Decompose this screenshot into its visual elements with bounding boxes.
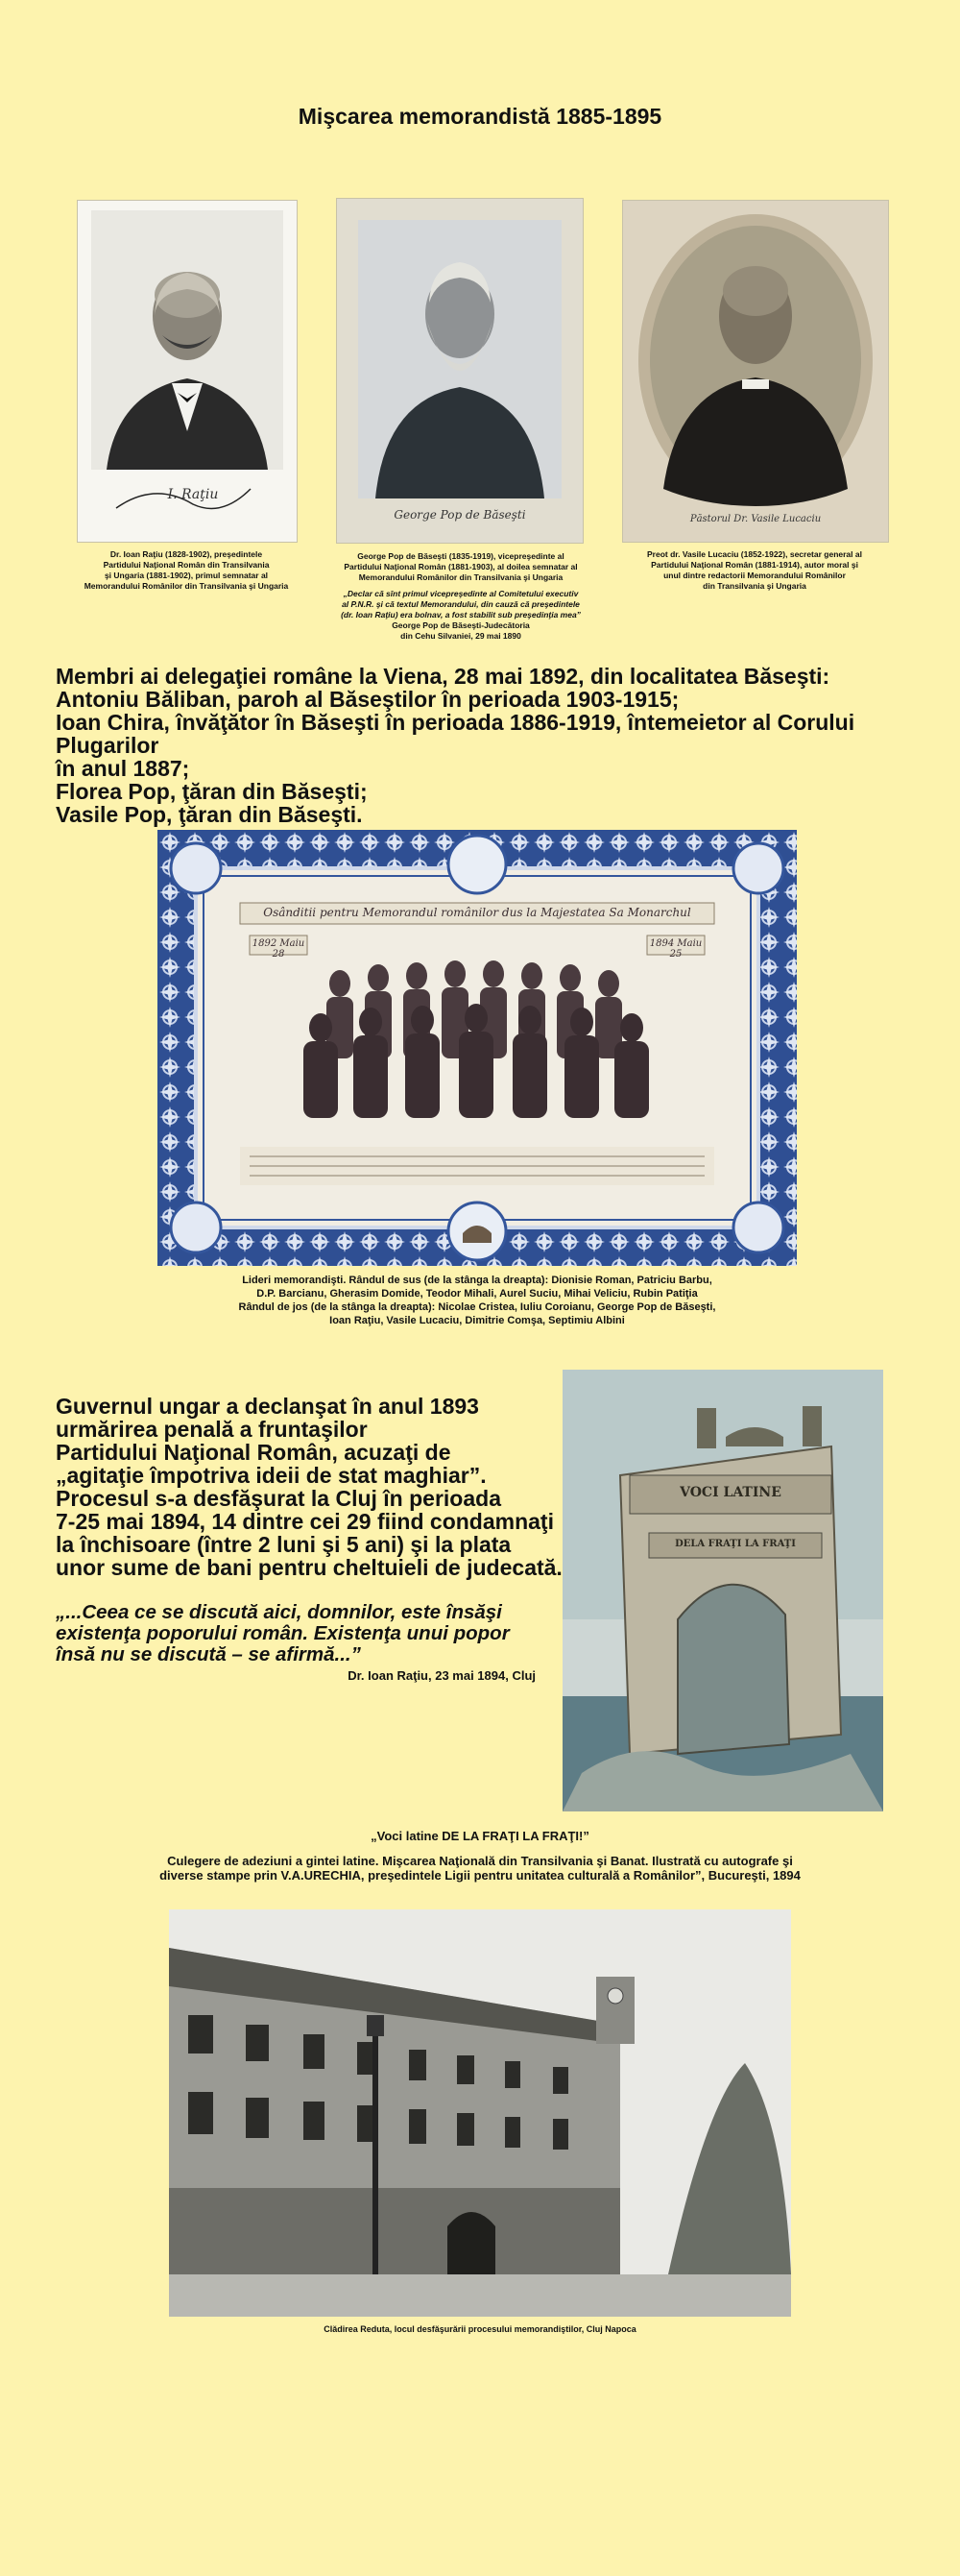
- ratiu-quote-author: Dr. Ioan Raţiu, 23 mai 1894, Cluj: [348, 1668, 536, 1683]
- signature-ioan-ratiu: I. Raţiu: [167, 487, 219, 502]
- signature-vasile-lucaciu: Păstorul Dr. Vasile Lucaciu: [689, 514, 822, 524]
- ornamental-frame: [157, 830, 797, 1266]
- portrait-vasile-lucaciu: [622, 200, 889, 543]
- portrait-george-pop: [336, 198, 584, 544]
- delegation-text: Membri ai delegaţiei române la Viena, 28 mai 1892, din localitatea Băseşti: Antoniu Băliban, paroh al Băseştilor în perioada 1903-1915; Ioan Chira, învăţător în Băseşti în perioada 1886-1919, întemeietor al Corului Plugarilor în anul 1887; Florea Pop, ţăran din Băseşti; Vasile Pop, ţăran din Băseşti.: [56, 664, 855, 827]
- group-photo-date-left: 1892 Maiu 28: [252, 938, 305, 960]
- portrait-george-pop-image: [337, 199, 583, 543]
- arch-lettering-top: VOCI LATINE: [680, 1485, 781, 1500]
- george-pop-quote: „Declar că sînt primul vicepreşedinte al Comitetului executiv al P.N.R. şi că textul Memorandului, din cauză că preşedintele (dr. Ioan Raţiu) era bolnav, a fost stabilit sub preşedinţia mea”: [341, 589, 581, 620]
- group-photo-caption: Lideri memorandişti. Rândul de sus (de la stânga la dreapta): Dionisie Roman, Patriciu Barbu, D.P. Barcianu, Gherasim Domide, Teodor Mihali, Aurel Suciu, Mihai Veliciu, Rubin Patiţia Rândul de jos (de la stânga la dreapta): Nicolae Cristea, Iuliu Coroianu, George Pop de Băseşti, Ioan Raţiu, Vasile Lucaciu, Dimitrie Comşa, Septimiu Albini: [238, 1275, 716, 1326]
- voci-latine-description: Culegere de adeziuni a gintei latine. Mişcarea Naţională din Transilvania şi Banat. Ilustrată cu autografe şi diverse stampe prin V.A.URECHIA, preşedintele Ligii pentru unitatea culturală a Românilor”, Bucureşti, 1894: [159, 1854, 801, 1883]
- caption-ioan-ratiu: Dr. Ioan Raţiu (1828-1902), preşedintele Partidului Naţional Român din Transilvania şi Ungaria (1881-1902), primul semnatar al Memorandului Românilor din Transilvania şi Ungaria: [84, 549, 289, 591]
- caption-vasile-lucaciu: Preot dr. Vasile Lucaciu (1852-1922), secretar general al Partidului Naţional Român (1881-1914), autor moral şi unul dintre redactorii Memorandului Românilor din Transilvania şi Ungaria: [647, 549, 862, 591]
- group-photo-date-right: 1894 Maiu 25: [649, 938, 703, 960]
- voci-latine-arch-image: [563, 1370, 883, 1811]
- portrait-vasile-lucaciu-image: [623, 201, 888, 542]
- reduta-building-photo: [169, 1909, 791, 2317]
- trial-text: Guvernul ungar a declanşat în anul 1893 urmărirea penală a fruntaşilor Partidului Naţional Român, acuzaţi de „agitaţie împotriva ideii de stat maghiar”. Procesul s-a desfăşurat la Cluj în perioada 7-25 mai 1894, 14 dintre cei 29 fiind condamnaţi la închisoare (între 2 luni şi 5 ani) şi la plata unor sume de bani pentru cheltuieli de judecată.: [56, 1394, 563, 1580]
- arch-lettering-mid: DELA FRAŢI LA FRAŢI: [675, 1539, 796, 1549]
- group-photo-banner: Osânditii pentru Memorandul românilor dus la Majestatea Sa Monarchul: [263, 906, 691, 919]
- caption-george-pop: George Pop de Băseşti (1835-1919), vicepreşedinte al Partidului Naţional Român (1881-1903), al doilea semnatar al Memorandului Românilor din Transilvania şi Ungaria „Declar că sînt primul vicepreşedinte al Comitetului executiv al P.N.R. şi că textul Memorandului, din cauză că preşedintele (dr. Ioan Raţiu) era bolnav, a fost stabilit sub preşedinţia mea” George Pop de Băseşti-Judecătoria din Cehu Silvaniei, 29 mai 1890: [317, 551, 605, 642]
- memorandists-group-photo: [157, 830, 797, 1266]
- signature-george-pop: George Pop de Băseşti: [394, 508, 526, 522]
- ratiu-quote: „...Ceea ce se discută aici, domnilor, este însăşi existenţa poporului român. Existenţa unui popor însă nu se discută – se afirmă...” Dr. Ioan Raţiu, 23 mai 1894, Cluj: [56, 1602, 555, 1687]
- portrait-ioan-ratiu: [77, 200, 298, 543]
- reduta-caption: Clădirea Reduta, locul desfăşurării procesului memorandiştilor, Cluj Napoca: [324, 2324, 636, 2334]
- reduta-illustration: [169, 1909, 791, 2317]
- arch-illustration: [563, 1370, 883, 1811]
- page-title: Mişcarea memorandistă 1885-1895: [298, 104, 662, 129]
- voci-latine-title: „Voci latine DE LA FRAŢI LA FRAŢI!”: [371, 1829, 589, 1843]
